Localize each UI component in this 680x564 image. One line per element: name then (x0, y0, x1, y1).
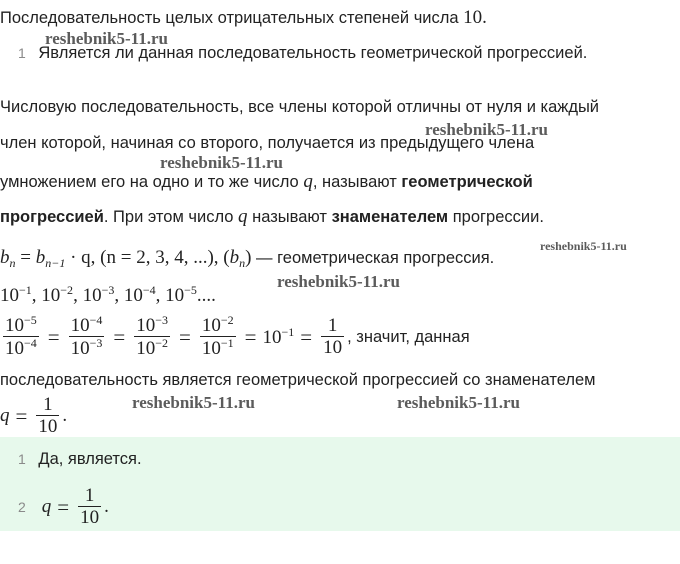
ratio-fraction-2: $\frac{10^{-4}}{10^{-3}}$ (70, 313, 103, 360)
ratio-power: $10^{-1}$ (262, 325, 295, 348)
watermark: reshebnik5-11.ru (132, 393, 255, 412)
question-text: Является ли данная последовательность геометрической прогрессией. (38, 44, 588, 62)
denominator-formula: q = $\frac{1}{10}$ . (0, 393, 68, 437)
definition-line-1: Числовую последовательность, все члены которой отличны от нуля и каждый (0, 98, 600, 116)
watermark: reshebnik5-11.ru (160, 153, 283, 172)
ratio-fraction-4: $\frac{10^{-2}}{10^{-1}}$ (201, 313, 234, 360)
ratio-conclusion-text: , значит, данная (347, 327, 470, 346)
answer-fraction: $\frac{1}{10}$ (80, 484, 100, 528)
watermark: reshebnik5-11.ru (540, 239, 627, 253)
definition-line-2: член которой, начиная со второго, получается из предыдущего члена (0, 134, 535, 152)
watermark: reshebnik5-11.ru (277, 272, 400, 291)
ratio-result-fraction: $\frac{1}{10}$ (323, 314, 343, 358)
ratio-chain: $\frac{10^{-5}}{10^{-4}}$ = $\frac{10^{-4}}{10^{-3}}$ = $\frac{10^{-3}}{10^{-2}}$ = $\frac{10^{-2}}{10^{-1}}$ = $10^{-1}$ = $\frac{1}{10}$ , значит, данная (5, 313, 470, 360)
watermark: reshebnik5-11.ru (425, 120, 548, 139)
task-title: Последовательность целых отрицательных степеней числа 10. (0, 7, 487, 28)
answer-block (0, 437, 680, 531)
answer-1: 1 Да, является. (18, 450, 142, 468)
sequence-line: $10^{-1}$, $10^{-2}$, $10^{-3}$, $10^{-4}$, $10^{-5}$.... (0, 283, 216, 306)
conclusion-line: последовательность является геометрической прогрессией со знаменателем (0, 371, 596, 389)
question-number: 1 (18, 45, 26, 61)
definition-line-4: прогрессией. При этом число q называют знаменателем прогрессии. (0, 206, 544, 227)
answer-2: 2 q = $\frac{1}{10}$ . (18, 484, 109, 528)
watermark: reshebnik5-11.ru (45, 29, 168, 48)
definition-line-3: умножением его на одно и то же число q, называют геометрической (0, 171, 533, 192)
q-fraction: $\frac{1}{10}$ (38, 393, 58, 437)
formula-line: $b_n = b_{n-1} \cdot q$, (n = 2, 3, 4, ...), $(b_n)$ — геометрическая прогрессия. (0, 247, 495, 270)
question-line (18, 44, 587, 63)
ratio-fraction-3: $\frac{10^{-3}}{10^{-2}}$ (136, 313, 169, 360)
watermark: reshebnik5-11.ru (397, 393, 520, 412)
ratio-fraction-1: $\frac{10^{-5}}{10^{-4}}$ (5, 313, 37, 360)
